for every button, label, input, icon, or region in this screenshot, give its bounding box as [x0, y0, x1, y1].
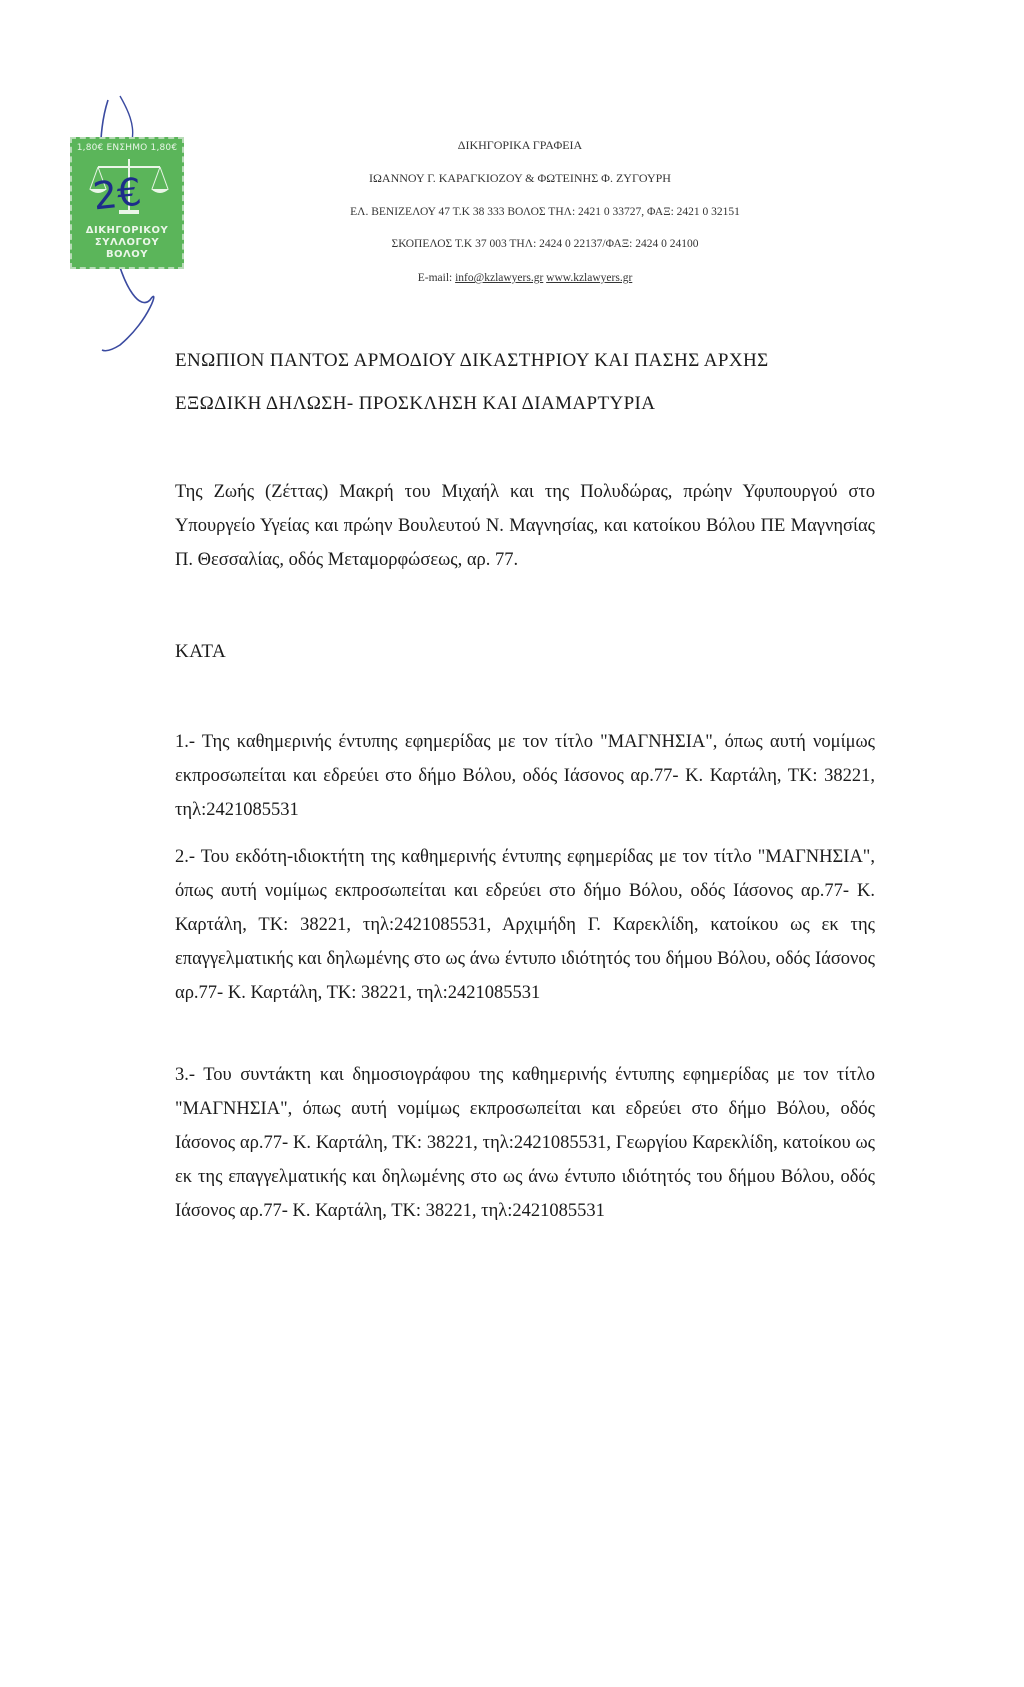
respondent-item-3: 3.- Του συντάκτη και δημοσιογράφου της καθημερινής έντυπης εφημερίδας με τον τίτλο "ΜΑΓΝΗΣΙΑ", όπως αυτή νομίμως εκπροσωπείται και εδρεύει στο δήμο Βόλου, οδός Ιάσονος αρ.77- Κ. Καρτάλη, ΤΚ: 38221, τηλ:2421085531, Γεωργίου Καρεκλίδη, κατοίκου ως εκ της επαγγελματικής και δηλωμένης στο ως άνω έντυπο ιδιότητός του δήμου Βόλου, οδός Ιάσονος αρ.77- Κ. Καρτάλη, ΤΚ: 38221, τηλ:2421085531 — [175, 1065, 875, 1221]
letterhead-contact — [360, 272, 690, 284]
stamp-bottom-text: ΔΙΚΗΓΟΡΙΚΟΥ ΣΥΛΛΟΓΟΥ ΒΟΛΟΥ — [85, 225, 169, 260]
respondent-item-1: 1.- Της καθημερινής έντυπης εφημερίδας με τον τίτλο "ΜΑΓΝΗΣΙΑ", όπως αυτή νομίμως εκπροσωπείται και εδρεύει στο δήμο Βόλου, οδός Ιάσονος αρ.77- Κ. Καρτάλη, ΤΚ: 38221, τηλ:2421085531 — [175, 732, 875, 820]
website-link[interactable]: www.kzlawyers.gr — [546, 272, 633, 284]
email-label: E-mail: — [417, 272, 453, 284]
letterhead-skopelos-address: ΣΚΟΠΕΛΟΣ Τ.Κ 37 003 ΤΗΛ: 2424 0 22137/ΦΑΞ: 2424 0 24100 — [391, 238, 699, 250]
respondent-item-2: 2.- Του εκδότη-ιδιοκτήτη της καθημερινής έντυπης εφημερίδας με τον τίτλο "ΜΑΓΝΗΣΙΑ", όπως αυτή νομίμως εκπροσωπείται και εδρεύει στο δήμο Βόλου, οδός Ιάσονος αρ.77- Κ. Καρτάλη, ΤΚ: 38221, τηλ:2421085531, Αρχιμήδη Γ. Καρεκλίδη, κατοίκου ως εκ της επαγγελματικής και δηλωμένης στο ως άνω έντυπο ιδιότητός του δήμου Βόλου, οδός Ιάσονος αρ.77- Κ. Καρτάλη, ΤΚ: 38221, τηλ:2421085531 — [175, 847, 875, 1003]
letterhead-volos-address: ΕΛ. ΒΕΝΙΖΕΛΟΥ 47 Τ.Κ 38 333 ΒΟΛΟΣ ΤΗΛ: 2421 0 33727, ΦΑΞ: 2421 0 32151 — [350, 206, 740, 218]
against-heading: ΚΑΤΑ — [175, 641, 227, 662]
document-heading-secondary: ΕΞΩΔΙΚΗ ΔΗΛΩΣΗ- ΠΡΟΣΚΛΗΣΗ ΚΑΙ ΔΙΑΜΑΡΤΥΡΙΑ — [175, 393, 656, 414]
document-heading-primary: ΕΝΩΠΙΟΝ ΠΑΝΤΟΣ ΑΡΜΟΔΙΟΥ ΔΙΚΑΣΤΗΡΙΟΥ ΚΑΙ ΠΑΣΗΣ ΑΡΧΗΣ — [175, 350, 769, 371]
letterhead-names: ΙΩΑΝΝΟΥ Γ. ΚΑΡΑΓΚΙΟΖΟΥ & ΦΩΤΕΙΝΗΣ Φ. ΖΥΓΟΥΡΗ — [369, 171, 671, 185]
email-link[interactable]: info@kzlawyers.gr — [455, 272, 544, 284]
letterhead-firm-type: ΔΙΚΗΓΟΡΙΚΑ ΓΡΑΦΕΙΑ — [457, 138, 583, 152]
stamp-top-text: 1,80€ ΕΝΣΗΜΟ 1,80€ — [76, 143, 178, 153]
claimant-paragraph: Της Ζωής (Ζέττας) Μακρή του Μιχαήλ και της Πολυδώρας, πρώην Υφυπουργού στο Υπουργείο Υγείας και πρώην Βουλευτού Ν. Μαγνησίας, και κατοίκου Βόλου ΠΕ Μαγνησίας Π. Θεσσαλίας, οδός Μεταμορφώσεως, αρ. 77. — [175, 482, 875, 570]
handwritten-stamp-value: 2€ — [90, 169, 144, 219]
